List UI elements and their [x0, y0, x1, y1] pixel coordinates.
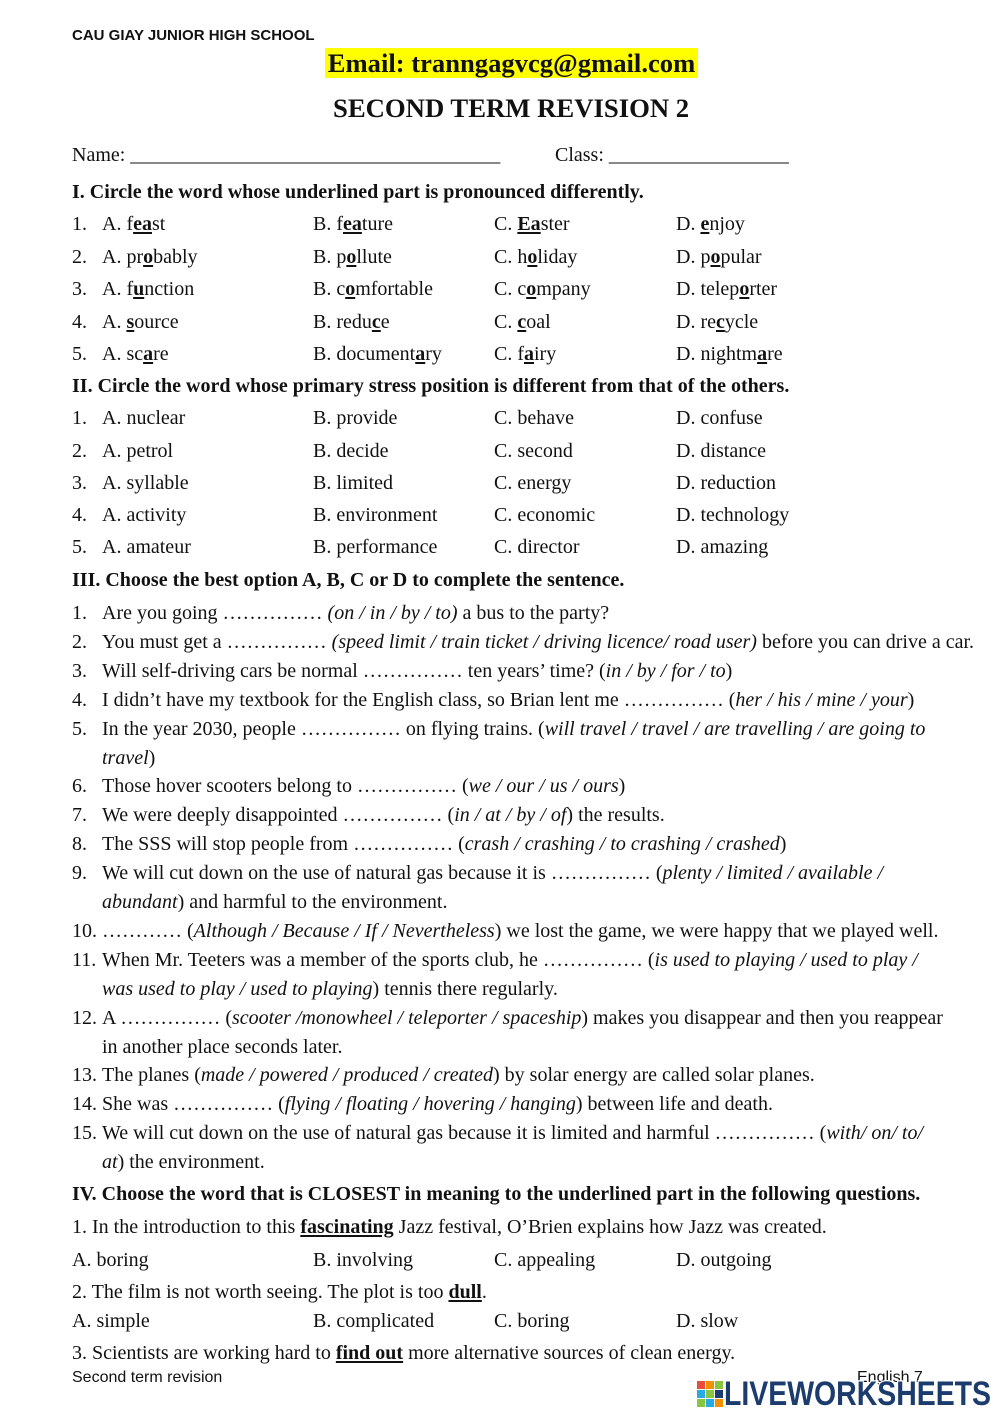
underlined-part: a — [143, 343, 154, 365]
question-number: 14. — [72, 1093, 97, 1116]
option-a[interactable] — [102, 246, 198, 268]
answer-choices: plenty / limited / available / — [662, 862, 884, 885]
text-segment: Will self-driving cars be normal …………… ten years’ time? ( — [102, 659, 606, 682]
option-a[interactable] — [102, 213, 165, 235]
option-d[interactable]: D. distance — [676, 440, 766, 462]
question-text — [102, 1151, 265, 1173]
answer-choices: her / his / mine / your — [735, 688, 908, 711]
text-segment: ………… ( — [102, 919, 194, 942]
underlined-part: Ea — [517, 213, 541, 235]
question-text — [102, 1007, 943, 1029]
text-segment: in another place seconds later. — [102, 1035, 343, 1058]
option-a[interactable]: A. simple — [72, 1310, 150, 1332]
option-c[interactable]: C. energy — [494, 472, 572, 494]
question-text — [72, 1281, 487, 1303]
option-c[interactable] — [494, 213, 570, 235]
answer-choices: will travel / travel / are travelling / are going to — [544, 717, 926, 740]
option-d[interactable]: D. confuse — [676, 407, 763, 429]
question-number: 1. — [72, 407, 87, 429]
question-text — [102, 1093, 773, 1115]
text-segment: ) — [907, 688, 915, 711]
question-number: 5. — [72, 343, 87, 365]
question-number: 5. — [72, 536, 87, 558]
text-segment: C. — [494, 213, 518, 235]
option-d[interactable]: D. reduction — [676, 472, 776, 494]
question-number: 13. — [72, 1064, 97, 1087]
text-segment: ry — [425, 343, 442, 365]
option-b[interactable]: B. decide — [313, 440, 389, 462]
question-text — [102, 891, 447, 913]
text-segment: She was …………… ( — [102, 1093, 285, 1116]
text-segment: iry — [534, 343, 557, 365]
underlined-part: c — [371, 311, 381, 333]
text-segment: llute — [356, 246, 392, 268]
text-segment: ) we lost the game, we were happy that we played well. — [494, 919, 939, 942]
question-number: 5. — [72, 717, 87, 740]
liveworksheets-logo[interactable] — [723, 1376, 995, 1410]
text-segment: A. — [102, 311, 127, 333]
text-segment: C. — [494, 311, 518, 333]
question-text — [102, 1122, 923, 1144]
question-text — [102, 949, 918, 971]
text-segment: I didn’t have my textbook for the English class, so Brian lent me …………… ( — [102, 688, 736, 711]
underlined-part: o — [527, 246, 538, 268]
underlined-part: c — [517, 311, 527, 333]
answer-choices: (on / in / by / to) — [327, 602, 458, 624]
answer-choices: at — [102, 1151, 118, 1174]
text-segment: A …………… ( — [102, 1006, 232, 1029]
option-a[interactable]: A. activity — [102, 504, 187, 526]
option-d[interactable] — [676, 343, 783, 365]
answer-choices: was used to play / used to playing — [102, 977, 373, 1000]
question-number: 3. — [72, 278, 87, 300]
text-segment: ture — [361, 213, 393, 235]
text-segment: When Mr. Teeters was a member of the sports club, he …………… ( — [102, 948, 655, 971]
answer-choices: Although / Because / If / Nevertheless — [193, 919, 495, 942]
answer-choices: crash / crashing / to crashing / crashed — [464, 833, 780, 856]
answer-choices: we / our / us / ours — [468, 775, 619, 798]
footer-label: Second term revision — [72, 1369, 223, 1386]
underlined-part: o — [526, 278, 537, 300]
option-d[interactable] — [676, 246, 762, 268]
option-a[interactable]: A. amateur — [102, 536, 191, 558]
answer-choices: abundant — [102, 891, 178, 913]
question-text — [102, 920, 938, 942]
question-number: 2. — [72, 440, 87, 462]
underlined-part: o — [710, 246, 721, 268]
question-number: 9. — [72, 862, 87, 885]
text-segment: C. f — [494, 343, 524, 365]
option-a[interactable] — [102, 343, 169, 365]
text-segment: 1. In the introduction to this — [72, 1216, 301, 1238]
option-b[interactable]: B. provide — [313, 407, 398, 429]
option-d[interactable] — [676, 213, 745, 235]
text-segment: Jazz festival, O’Brien explains how Jazz was created. — [393, 1216, 827, 1238]
underlined-part: ea — [133, 213, 152, 235]
text-segment: a bus to the party? — [457, 602, 610, 624]
question-number: 2. — [72, 630, 87, 653]
question-number: 4. — [72, 311, 87, 333]
text-segment: We were deeply disappointed …………… ( — [102, 804, 455, 827]
underlined-part: c — [715, 311, 725, 333]
text-segment: Are you going …………… — [102, 602, 328, 624]
question-number: 4. — [72, 504, 87, 526]
option-b[interactable] — [313, 213, 393, 235]
text-segment: more alternative sources of clean energy. — [403, 1342, 736, 1364]
text-segment: ) by solar energy are called solar planes. — [493, 1064, 815, 1087]
option-a[interactable]: A. syllable — [102, 472, 189, 494]
text-segment: C. h — [494, 246, 528, 268]
text-segment: 3. Scientists are working hard to — [72, 1342, 336, 1364]
text-segment: B. document — [313, 343, 416, 365]
question-number: 8. — [72, 833, 87, 856]
option-c[interactable] — [494, 311, 551, 333]
text-segment: liday — [537, 246, 578, 268]
option-a[interactable] — [102, 278, 194, 300]
option-d[interactable]: D. slow — [676, 1310, 739, 1332]
option-b[interactable] — [313, 343, 442, 365]
option-c[interactable]: C. appealing — [494, 1249, 596, 1271]
underlined-part: o — [346, 246, 357, 268]
text-segment: You must get a …………… — [102, 630, 332, 653]
underlined-part: a — [757, 343, 768, 365]
page-title: SECOND TERM REVISION 2 — [333, 93, 690, 123]
answer-choices: in / at / by / of — [454, 804, 567, 827]
answer-choices: (speed limit / train ticket / driving licence/ road user) — [331, 630, 757, 653]
question-text — [72, 1216, 827, 1238]
text-segment: ) — [779, 833, 787, 856]
option-c[interactable] — [494, 343, 556, 365]
question-number: 15. — [72, 1122, 97, 1145]
text-segment: C. c — [494, 278, 527, 300]
option-b[interactable] — [313, 278, 433, 300]
question-number: 11. — [72, 948, 97, 971]
question-number: 6. — [72, 775, 87, 798]
question-text — [102, 602, 609, 624]
underlined-part: ea — [343, 213, 362, 235]
underlined-part: u — [133, 278, 145, 300]
underlined-part: s — [126, 311, 135, 333]
section-heading: I. Circle the word whose underlined part is pronounced differently. — [72, 181, 644, 203]
text-segment: B. c — [313, 278, 346, 300]
text-segment: D. telep — [676, 278, 740, 300]
question-text — [102, 689, 914, 711]
text-segment: ) tennis there regularly. — [372, 977, 558, 1000]
answer-choices: made / powered / produced / created — [200, 1064, 494, 1087]
answer-choices: scooter /monowheel / teleporter / spaceship — [232, 1006, 582, 1029]
option-c[interactable] — [494, 278, 591, 300]
text-segment: ) and harmful to the environment. — [177, 891, 448, 913]
option-c[interactable]: C. second — [494, 440, 573, 462]
text-segment: st — [152, 213, 166, 235]
class-field: Class: __________________ — [555, 144, 789, 166]
option-d[interactable]: D. amazing — [676, 536, 769, 558]
question-number: 3. — [72, 659, 87, 682]
option-d[interactable]: D. outgoing — [676, 1249, 772, 1271]
option-b[interactable]: B. involving — [313, 1249, 414, 1271]
text-segment: mpany — [536, 278, 591, 300]
text-segment: . — [481, 1281, 487, 1303]
answer-choices: with/ on/ to/ — [826, 1122, 924, 1145]
text-segment: A. pr — [102, 246, 144, 268]
question-text — [102, 804, 665, 826]
option-a[interactable] — [102, 311, 179, 333]
text-segment: D. nightm — [676, 343, 758, 365]
question-text — [102, 718, 925, 740]
option-c[interactable] — [494, 246, 577, 268]
text-segment: ycle — [724, 311, 759, 333]
text-segment: D. — [676, 213, 701, 235]
footer-subject: English 7 — [857, 1369, 923, 1386]
underlined-part: fascinating — [300, 1216, 394, 1238]
option-c[interactable]: C. boring — [494, 1310, 570, 1332]
underlined-part: o — [739, 278, 750, 300]
question-number: 7. — [72, 804, 87, 827]
underlined-part: a — [524, 343, 534, 365]
text-segment: ) between life and death. — [575, 1093, 773, 1116]
option-a[interactable]: A. boring — [72, 1249, 149, 1271]
option-c[interactable]: C. economic — [494, 504, 596, 526]
text-segment: B. redu — [313, 311, 372, 333]
text-segment: Those hover scooters belong to …………… ( — [102, 775, 469, 798]
text-segment: ) makes you disappear and then you reappear — [581, 1006, 943, 1029]
text-segment: B. p — [313, 246, 347, 268]
text-segment: ) the results. — [566, 804, 665, 827]
option-b[interactable]: B. limited — [313, 472, 393, 494]
option-c[interactable]: C. behave — [494, 407, 574, 429]
option-b[interactable]: B. complicated — [313, 1310, 435, 1332]
option-b[interactable]: B. performance — [313, 536, 438, 558]
text-segment: ) — [725, 659, 733, 682]
question-text — [102, 660, 732, 682]
text-segment: ource — [134, 311, 179, 333]
underlined-part: a — [415, 343, 426, 365]
question-number: 4. — [72, 688, 87, 711]
option-b[interactable]: B. environment — [313, 504, 438, 526]
option-d[interactable] — [676, 311, 758, 333]
underlined-part: o — [143, 246, 154, 268]
option-c[interactable]: C. director — [494, 536, 580, 558]
underlined-part: dull — [448, 1281, 482, 1303]
question-number: 10. — [72, 919, 97, 942]
question-number: 1. — [72, 602, 87, 624]
text-segment: The planes ( — [102, 1064, 201, 1087]
text-segment: pular — [720, 246, 762, 268]
text-segment: ) — [148, 746, 156, 769]
text-segment: mfortable — [355, 278, 433, 300]
text-segment: ) the environment. — [117, 1151, 265, 1174]
answer-choices: is used to playing / used to play / — [654, 948, 918, 971]
email-highlight: Email: tranngagvcg@gmail.com — [325, 48, 698, 78]
option-b[interactable] — [313, 246, 392, 268]
question-text — [102, 775, 625, 797]
option-a[interactable]: A. nuclear — [102, 407, 186, 429]
text-segment: The SSS will stop people from …………… ( — [102, 833, 465, 856]
text-segment: e — [380, 311, 390, 333]
text-segment: B. f — [313, 213, 343, 235]
text-segment: nction — [144, 278, 195, 300]
option-d[interactable] — [676, 278, 777, 300]
text-segment: bably — [153, 246, 198, 268]
answer-choices: in / by / for / to — [605, 659, 726, 682]
option-a[interactable]: A. petrol — [102, 440, 174, 462]
question-text — [102, 1064, 815, 1086]
option-b[interactable] — [313, 311, 390, 333]
text-segment: We will cut down on the use of natural gas because it is limited and harmful …………… ( — [102, 1122, 827, 1145]
question-number: 1. — [72, 213, 87, 235]
text-segment: ) — [618, 775, 626, 798]
text-segment: rter — [749, 278, 778, 300]
text-segment: In the year 2030, people …………… on flying trains. ( — [102, 717, 545, 740]
text-segment: We will cut down on the use of natural gas because it is …………… ( — [102, 862, 663, 885]
question-text — [102, 747, 155, 769]
underlined-part: o — [345, 278, 356, 300]
text-segment: ster — [540, 213, 570, 235]
question-number: 12. — [72, 1006, 97, 1029]
text-segment: before you can drive a car. — [756, 630, 975, 653]
school-name: CAU GIAY JUNIOR HIGH SCHOOL — [72, 27, 315, 44]
question-text — [102, 1036, 342, 1058]
text-segment: njoy — [709, 213, 745, 235]
text-segment: D. re — [676, 311, 716, 333]
text-segment: D. p — [676, 246, 711, 268]
liveworksheets-grid-icon[interactable] — [697, 1381, 723, 1407]
question-text — [102, 833, 786, 855]
underlined-part: find out — [335, 1342, 404, 1364]
text-segment: A. f — [102, 278, 134, 300]
question-number: 3. — [72, 472, 87, 494]
question-text — [102, 631, 974, 653]
section-heading: II. Circle the word whose primary stress position is different from that of the others. — [72, 375, 790, 397]
text-segment: re — [767, 343, 783, 365]
answer-choices: flying / floating / hovering / hanging — [284, 1093, 576, 1116]
answer-choices: travel — [102, 746, 149, 769]
question-text — [102, 978, 558, 1000]
text-segment: A. sc — [102, 343, 144, 365]
question-text — [72, 1342, 735, 1364]
section-heading: III. Choose the best option A, B, C or D to complete the sentence. — [72, 569, 625, 591]
liveworksheets-logo-text[interactable]: LIVEWORKSHEETS — [724, 1376, 991, 1410]
text-segment: A. f — [102, 213, 134, 235]
text-segment: re — [153, 343, 169, 365]
section-heading: IV. Choose the word that is CLOSEST in meaning to the underlined part in the following questions. — [72, 1183, 921, 1205]
question-number: 2. — [72, 246, 87, 268]
underlined-part: e — [700, 213, 710, 235]
text-segment: 2. The film is not worth seeing. The plot is too — [72, 1281, 449, 1303]
option-d[interactable]: D. technology — [676, 504, 790, 526]
question-text — [102, 862, 883, 884]
name-field: Name: _____________________________________ — [72, 144, 501, 166]
text-segment: oal — [526, 311, 551, 333]
